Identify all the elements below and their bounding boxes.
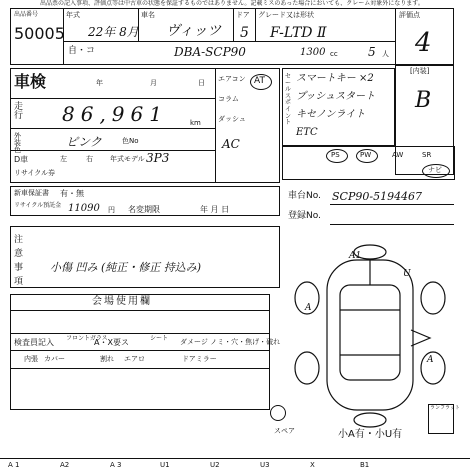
aircon-label: エアコン bbox=[218, 75, 246, 83]
spare-label: スペア bbox=[274, 427, 295, 435]
footer-item-7: X bbox=[310, 461, 315, 469]
mission-value: 自・コ bbox=[68, 46, 96, 56]
aw-label: AW bbox=[392, 151, 404, 159]
score-value: 4 bbox=[415, 28, 432, 58]
spare-mark bbox=[270, 405, 286, 421]
navi-label: ナビ bbox=[428, 166, 442, 174]
recycle-deposit-value: 11090 bbox=[68, 203, 100, 214]
seat-label: シート bbox=[150, 335, 169, 342]
column-label: コラム bbox=[218, 95, 239, 103]
left-label: 左 bbox=[60, 155, 67, 163]
dash-label: ダッシュ bbox=[218, 115, 246, 123]
mileage-value: 86,961 bbox=[62, 102, 168, 126]
footer-item-2: A2 bbox=[60, 461, 70, 469]
footer-item-8: B1 bbox=[360, 461, 370, 469]
at-value: AT bbox=[254, 76, 265, 86]
front-right-tire bbox=[421, 282, 445, 314]
name-change-value: 年 月 日 bbox=[200, 205, 230, 214]
date-year-unit: 年 bbox=[96, 79, 103, 87]
mileage-label: 走行 bbox=[14, 102, 24, 121]
sales-point-4: ETC bbox=[296, 127, 318, 138]
svg-text:A: A bbox=[305, 303, 312, 313]
notes-box bbox=[10, 226, 280, 288]
listing-number-label: 出品番号 bbox=[14, 11, 39, 18]
notes-label-3: 事 bbox=[14, 263, 24, 273]
warranty-label: 新車保証書 bbox=[14, 189, 49, 197]
capacity-unit: 人 bbox=[382, 50, 389, 58]
color-no-label: 色No bbox=[122, 137, 139, 145]
door-label: ドア bbox=[236, 11, 250, 19]
door-value: 5 bbox=[240, 25, 249, 41]
right-label: 右 bbox=[86, 155, 93, 163]
recycle-deposit-label: リサイクル預託金 bbox=[14, 202, 62, 209]
footer-item-4: U1 bbox=[160, 461, 170, 469]
car-diagram bbox=[285, 240, 455, 430]
recycle-ticket-label: リサイクル券 bbox=[14, 169, 56, 177]
grade-value: F-LTD Ⅱ bbox=[270, 25, 327, 41]
svg-text:A: A bbox=[427, 355, 434, 365]
disclaimer-text: 出品票の記入事項、評価点等は中古車の状態を保証するものではありません。記載ミスのあった場合においても、クレーム対象外になります。 bbox=[40, 0, 424, 7]
displacement-unit: cc bbox=[330, 50, 338, 58]
venue-title: 会場使用欄 bbox=[92, 296, 152, 307]
venue-box bbox=[10, 294, 270, 410]
mileage-unit: km bbox=[190, 119, 201, 127]
grade-label: グレード又は形状 bbox=[258, 11, 314, 19]
color-no-value: 3P3 bbox=[146, 151, 170, 165]
name-change-label: 名変期限 bbox=[128, 205, 160, 214]
recycle-deposit-unit: 円 bbox=[108, 206, 115, 214]
repair-value: A・X要ス bbox=[94, 338, 129, 347]
notes-label-1: 注 bbox=[14, 235, 24, 245]
runflat-label: ランフラット bbox=[430, 405, 460, 411]
chassis-value: SCP90-5194467 bbox=[332, 190, 423, 203]
ac-value: AC bbox=[222, 137, 240, 151]
seat-issue: ダメージ ノミ・穴・焦げ・破れ bbox=[180, 338, 281, 346]
displacement-value: 1300 bbox=[300, 47, 326, 58]
rear-left-tire bbox=[295, 352, 319, 384]
color-label: 外装色 bbox=[14, 132, 21, 154]
rear-bumper bbox=[354, 413, 386, 427]
model-value: DBA-SCP90 bbox=[174, 45, 246, 59]
interior-label: [内装] bbox=[410, 67, 430, 75]
pw-label: PW bbox=[360, 151, 372, 159]
listing-number: 50005 bbox=[14, 24, 65, 43]
summary-text: 小A有・小U有 bbox=[338, 429, 403, 440]
d-car-label: D車 bbox=[14, 155, 29, 164]
cover-damage: 割れ bbox=[100, 355, 114, 363]
interior-value: B bbox=[415, 88, 432, 113]
cabin bbox=[340, 285, 400, 380]
notes-label-2: 意 bbox=[14, 249, 24, 259]
color-value: ピンク bbox=[66, 135, 102, 149]
footer-item-5: U2 bbox=[210, 461, 220, 469]
year-value: 22年 8月 bbox=[88, 25, 139, 39]
aero-label: エアロ bbox=[124, 355, 145, 363]
front-glass-label: フロントガラス bbox=[66, 335, 108, 342]
notes-line-1: 小傷 凹み (純正・修正 持込み) bbox=[50, 261, 202, 274]
capacity-value: 5 bbox=[368, 45, 376, 59]
sales-point-2: プッシュスタート bbox=[296, 91, 376, 102]
registration-label: 登録No. bbox=[288, 211, 321, 221]
svg-text:A1: A1 bbox=[349, 251, 362, 261]
date-month-unit: 月 bbox=[150, 79, 157, 87]
chassis-label: 車台No. bbox=[288, 191, 321, 201]
year-label: 年式 bbox=[66, 11, 80, 19]
warranty-options: 有・無 bbox=[60, 189, 84, 198]
car-name-value: ヴィッツ bbox=[166, 23, 222, 39]
sr-label: SR bbox=[422, 151, 432, 159]
interior-cover-label: 内張 bbox=[24, 355, 38, 363]
ps-label: PS bbox=[331, 151, 340, 159]
footer-item-3: A 3 bbox=[110, 461, 122, 469]
sales-point-3: キセノンライト bbox=[296, 109, 366, 120]
score-label: 評価点 bbox=[399, 11, 420, 19]
notes-label-4: 項 bbox=[14, 277, 24, 287]
side-marker bbox=[411, 330, 430, 346]
footer-item-1: A 1 bbox=[8, 461, 20, 469]
sales-point-1: スマートキー ×2 bbox=[296, 73, 374, 84]
svg-text:U: U bbox=[403, 269, 411, 279]
footer-item-6: U3 bbox=[260, 461, 270, 469]
sales-label: セールスポイント bbox=[285, 73, 292, 127]
inspection-title: 車検 bbox=[14, 72, 47, 91]
cover-label: カバー bbox=[44, 355, 65, 363]
car-name-label: 車名 bbox=[141, 11, 155, 19]
date-day-unit: 日 bbox=[198, 79, 205, 87]
mirror-label: ドアミラー bbox=[182, 355, 217, 363]
year-model-label: 年式モデル bbox=[110, 155, 145, 163]
inspector-label: 検査員記入 bbox=[14, 338, 54, 347]
